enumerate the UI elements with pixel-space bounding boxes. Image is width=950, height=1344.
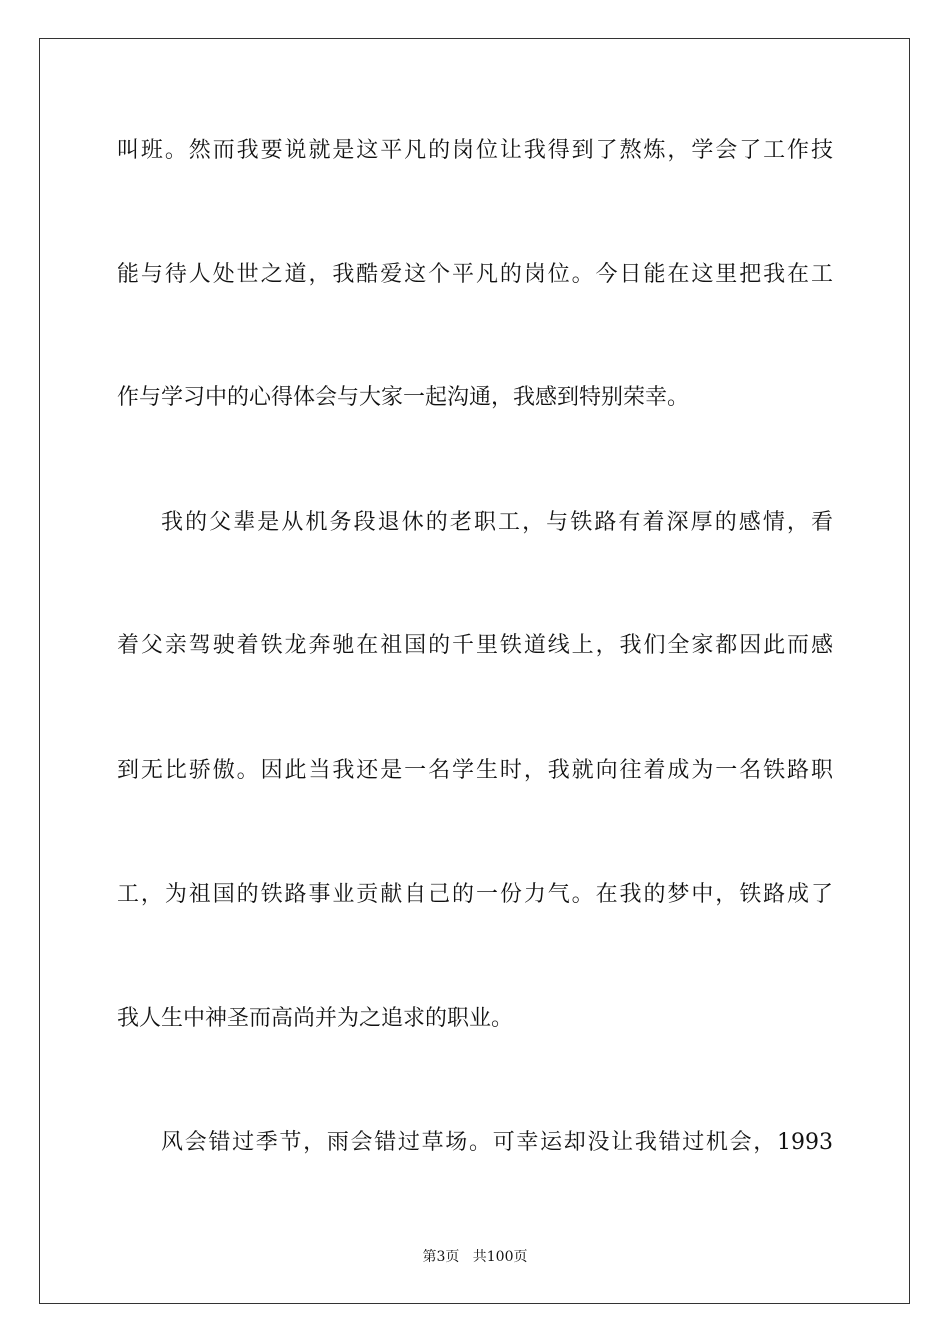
text-line-3: 作与学习中的心得体会与大家一起沟通，我感到特别荣幸。 (117, 385, 690, 410)
text-line-7: 工，为祖国的铁路事业贡献自己的一份力气。在我的梦中，铁路成了 (117, 882, 833, 907)
page-number: 第3页 (422, 1249, 460, 1265)
text-line-9: 风会错过季节，雨会错过草场。可幸运却没让我错过机会，1993 (161, 1130, 833, 1155)
text-line-2: 能与待人处世之道，我酷爱这个平凡的岗位。今日能在这里把我在工 (117, 262, 833, 287)
page-footer (0, 1247, 950, 1267)
page-total: 共100页 (472, 1249, 528, 1265)
page-border (39, 38, 910, 1304)
text-line-4: 我的父辈是从机务段退休的老职工，与铁路有着深厚的感情，看 (161, 510, 833, 535)
text-line-6: 到无比骄傲。因此当我还是一名学生时，我就向往着成为一名铁路职 (117, 758, 833, 783)
text-line-5: 着父亲驾驶着铁龙奔驰在祖国的千里铁道线上，我们全家都因此而感 (117, 633, 833, 658)
text-line-8: 我人生中神圣而高尚并为之追求的职业。 (117, 1006, 514, 1031)
text-line-1: 叫班。然而我要说就是这平凡的岗位让我得到了熬炼，学会了工作技 (117, 138, 833, 163)
